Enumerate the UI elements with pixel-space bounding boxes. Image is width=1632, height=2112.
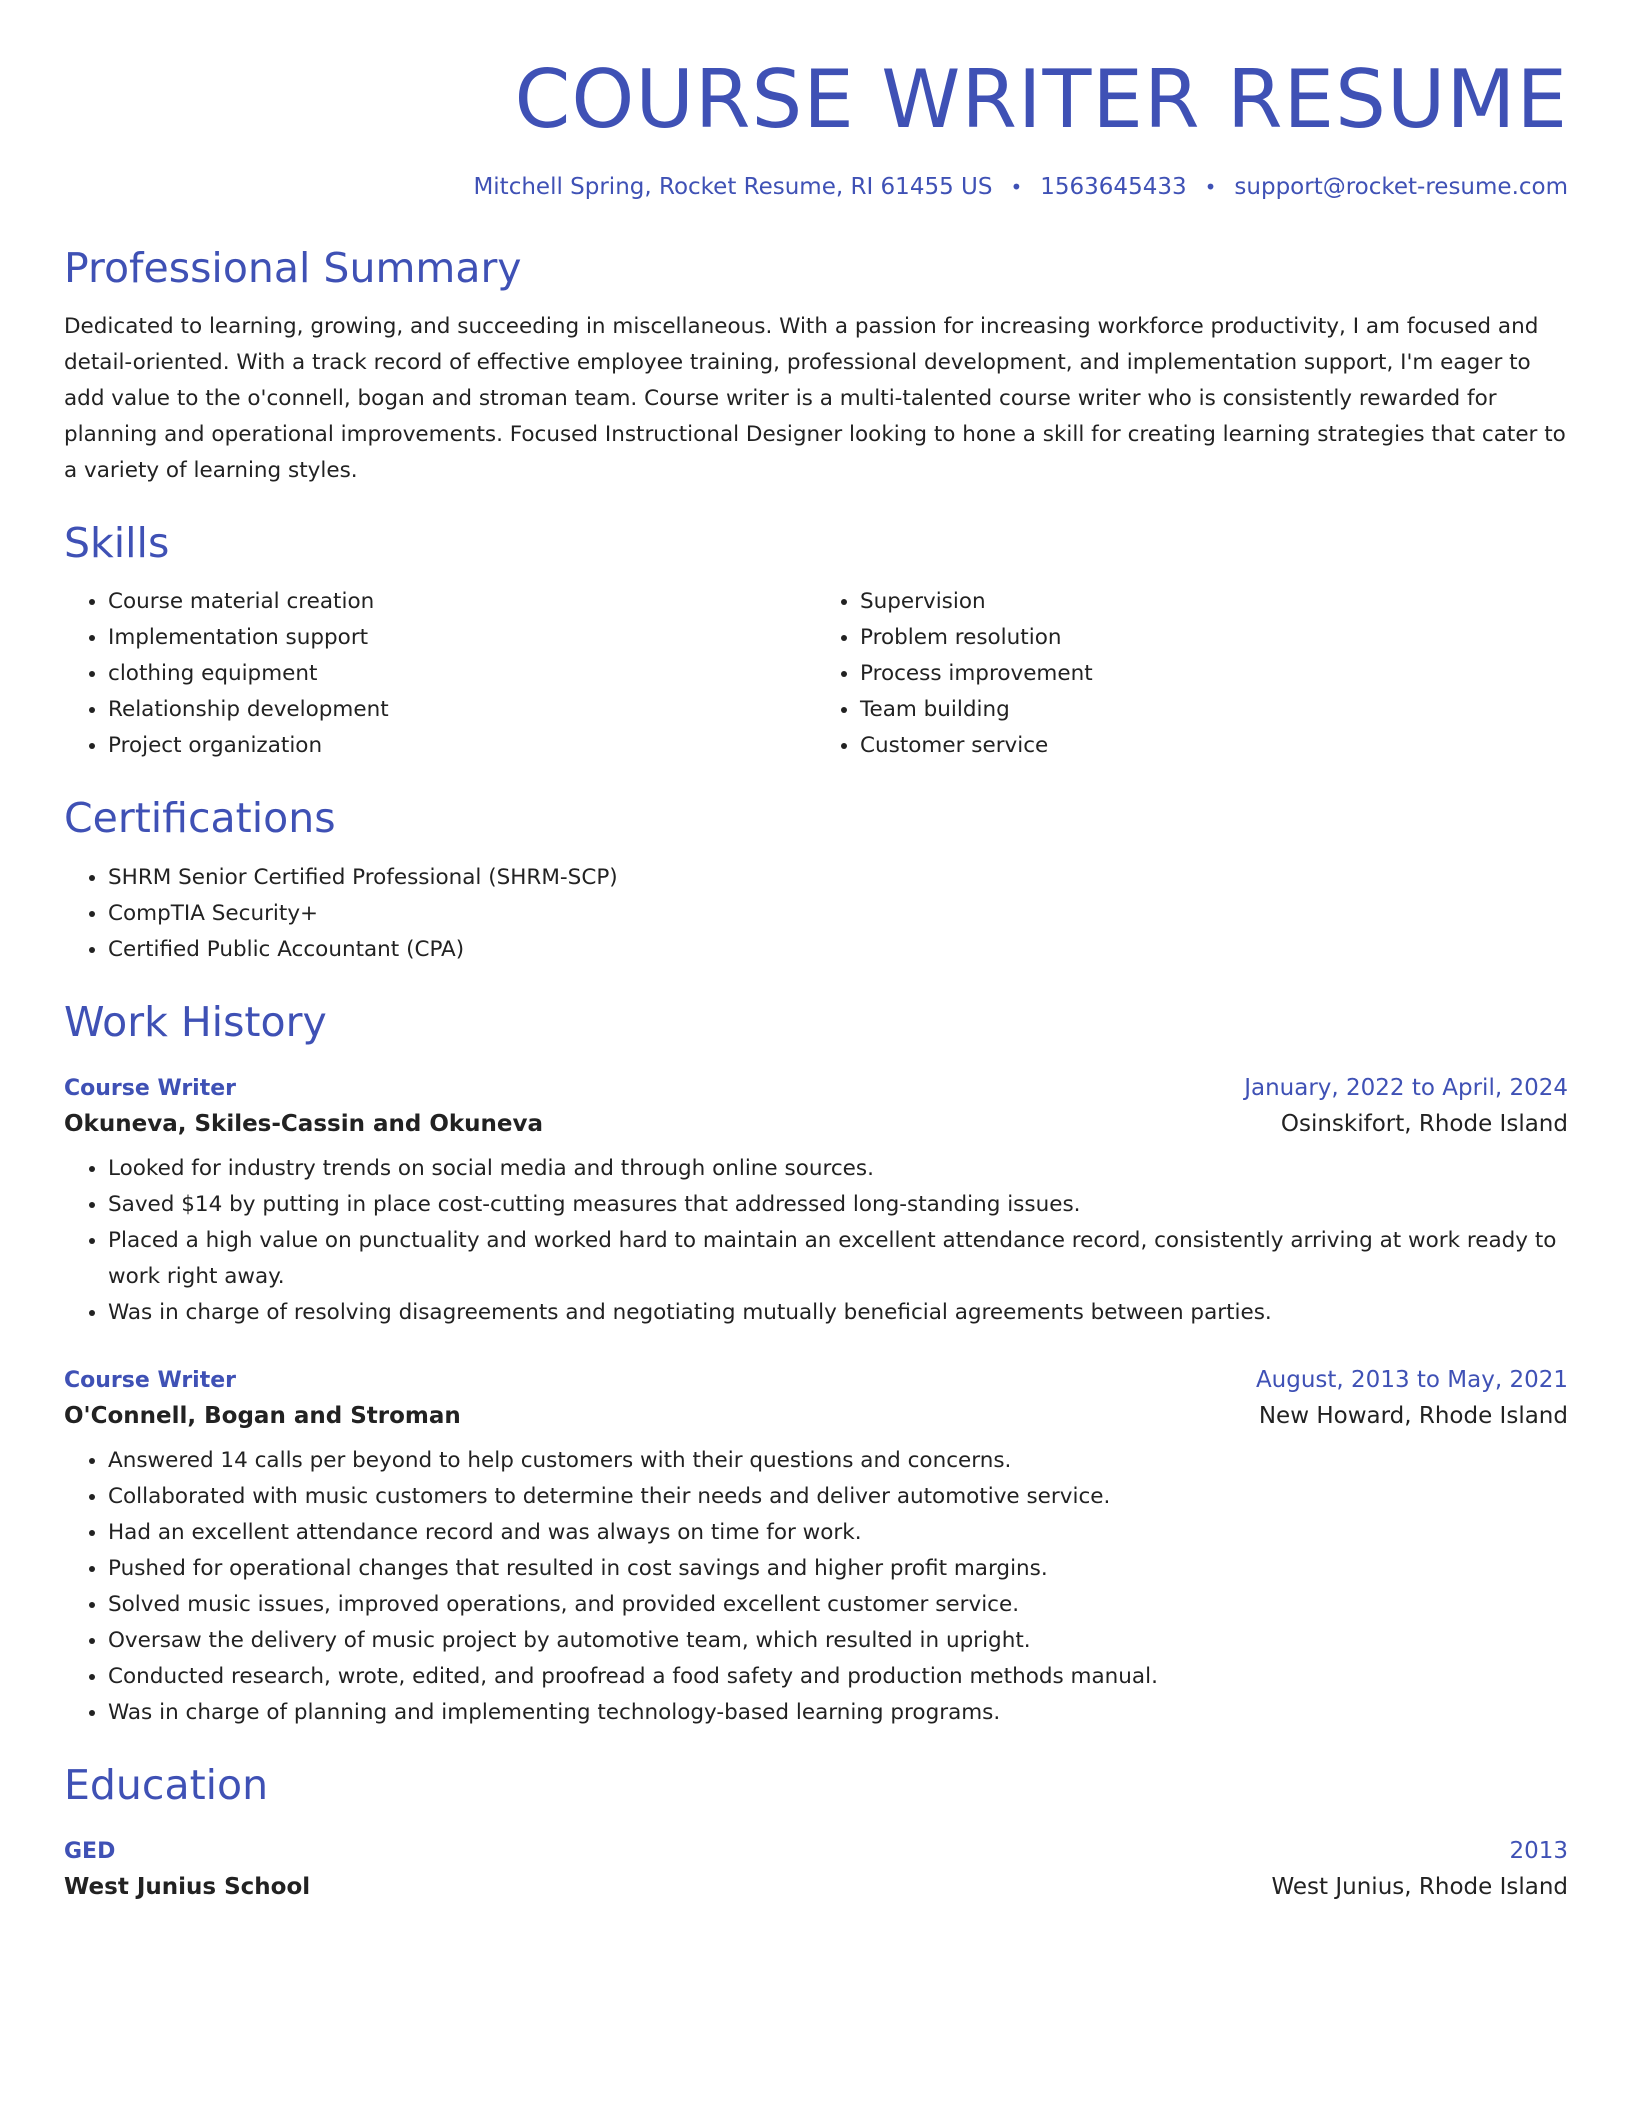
- education-heading: Education: [64, 1760, 269, 1809]
- job-subheader: [64, 1111, 1568, 1137]
- skill-item: • Supervision: [860, 584, 1568, 620]
- skills-section: [64, 519, 1568, 764]
- contact-phone: 1563645433: [1040, 174, 1187, 200]
- job-bullet: • Conducted research, wrote, edited, and proofread a food safety and production methods manual.: [108, 1659, 1568, 1695]
- education-degree: GED: [64, 1838, 116, 1864]
- job-bullet: • Collaborated with music customers to determine their needs and deliver automotive service.: [108, 1479, 1568, 1515]
- job-bullet: • Saved $14 by putting in place cost-cutting measures that addressed long-standing issues.: [108, 1187, 1568, 1223]
- contact-address: Mitchell Spring, Rocket Resume, RI 61455 US: [473, 174, 993, 200]
- summary-heading: Professional Summary: [64, 244, 522, 292]
- job-bullet: • Solved music issues, improved operations, and provided excellent customer service.: [108, 1587, 1568, 1623]
- skills-columns: [64, 568, 1568, 764]
- education-school: West Junius School: [64, 1873, 311, 1900]
- job-bullet: • Was in charge of planning and implementing technology-based learning programs.: [108, 1695, 1568, 1731]
- skill-item: • Relationship development: [108, 692, 816, 728]
- skill-item: • Team building: [860, 692, 1568, 728]
- education-location: West Junius, Rhode Island: [1271, 1873, 1568, 1900]
- job-bullet: • Answered 14 calls per beyond to help customers with their questions and concerns.: [108, 1443, 1568, 1479]
- job-dates: August, 2013 to May, 2021: [1255, 1366, 1568, 1393]
- contact-line: [64, 174, 1568, 200]
- skill-item: • Project organization: [108, 728, 816, 764]
- skill-item: • Implementation support: [108, 620, 816, 656]
- job-header: [64, 1075, 1568, 1101]
- skill-item: • Problem resolution: [860, 620, 1568, 656]
- job-entry: [64, 1075, 1568, 1331]
- skills-list-left: [64, 584, 816, 764]
- job-company: O'Connell, Bogan and Stroman: [64, 1402, 461, 1429]
- job-header: [64, 1367, 1568, 1393]
- job-company: Okuneva, Skiles-Cassin and Okuneva: [64, 1110, 544, 1137]
- work-history-heading: Work History: [64, 997, 327, 1046]
- job-bullets: [64, 1151, 1568, 1331]
- skill-item: • Course material creation: [108, 584, 816, 620]
- job-bullet: • Placed a high value on punctuality and worked hard to maintain an excellent attendance record, consistently arriving at work ready to work right away.: [108, 1223, 1568, 1295]
- certification-item: • Certified Public Accountant (CPA): [108, 932, 1568, 968]
- education-entry: [64, 1838, 1568, 1900]
- job-bullet: • Pushed for operational changes that resulted in cost savings and higher profit margins.: [108, 1551, 1568, 1587]
- summary-section: [64, 244, 1568, 489]
- education-header: [64, 1838, 1568, 1864]
- job-dates: January, 2022 to April, 2024: [1244, 1074, 1568, 1101]
- job-role: Course Writer: [64, 1075, 237, 1101]
- job-bullet: • Looked for industry trends on social media and through online sources.: [108, 1151, 1568, 1187]
- work-history-section: [64, 998, 1568, 1731]
- summary-text: Dedicated to learning, growing, and succeeding in miscellaneous. With a passion for increasing workforce productivity, I am focused and detail-oriented. With a track record of effective employee training, professional development, and implementation support, I'm eager to add value to the o'connell, bogan and stroman team. Course writer is a multi-talented course writer who is consistently rewarded for planning and operational improvements. Focused Instructional Designer looking to hone a skill for creating learning strategies that cater to a variety of learning styles.: [64, 314, 1566, 484]
- education-year: 2013: [1509, 1837, 1568, 1864]
- job-location: New Howard, Rhode Island: [1258, 1402, 1568, 1429]
- certification-item: • CompTIA Security+: [108, 896, 1568, 932]
- certifications-list: [64, 860, 1568, 968]
- job-bullet: • Had an excellent attendance record and was always on time for work.: [108, 1515, 1568, 1551]
- job-bullets: [64, 1443, 1568, 1731]
- skill-item: • Customer service: [860, 728, 1568, 764]
- skills-heading: Skills: [64, 519, 170, 568]
- contact-email: support@rocket-resume.com: [1234, 174, 1568, 200]
- job-entry: [64, 1367, 1568, 1731]
- skill-item: • Process improvement: [860, 656, 1568, 692]
- job-location: Osinskifort, Rhode Island: [1280, 1110, 1568, 1137]
- skills-list-right: [816, 584, 1568, 764]
- contact-separator: •: [1204, 175, 1217, 199]
- certifications-heading: Certifications: [64, 794, 336, 843]
- job-role: Course Writer: [64, 1367, 237, 1393]
- job-subheader: [64, 1403, 1568, 1429]
- certification-item: • SHRM Senior Certified Professional (SHRM-SCP): [108, 860, 1568, 896]
- job-bullet: • Oversaw the delivery of music project by automotive team, which resulted in upright.: [108, 1623, 1568, 1659]
- contact-separator: •: [1010, 175, 1023, 199]
- job-bullet: • Was in charge of resolving disagreements and negotiating mutually beneficial agreements between parties.: [108, 1295, 1568, 1331]
- education-section: [64, 1761, 1568, 1900]
- skill-item: • clothing equipment: [108, 656, 816, 692]
- resume-title: COURSE WRITER RESUME: [514, 53, 1568, 146]
- education-subheader: [64, 1874, 1568, 1900]
- certifications-section: [64, 794, 1568, 967]
